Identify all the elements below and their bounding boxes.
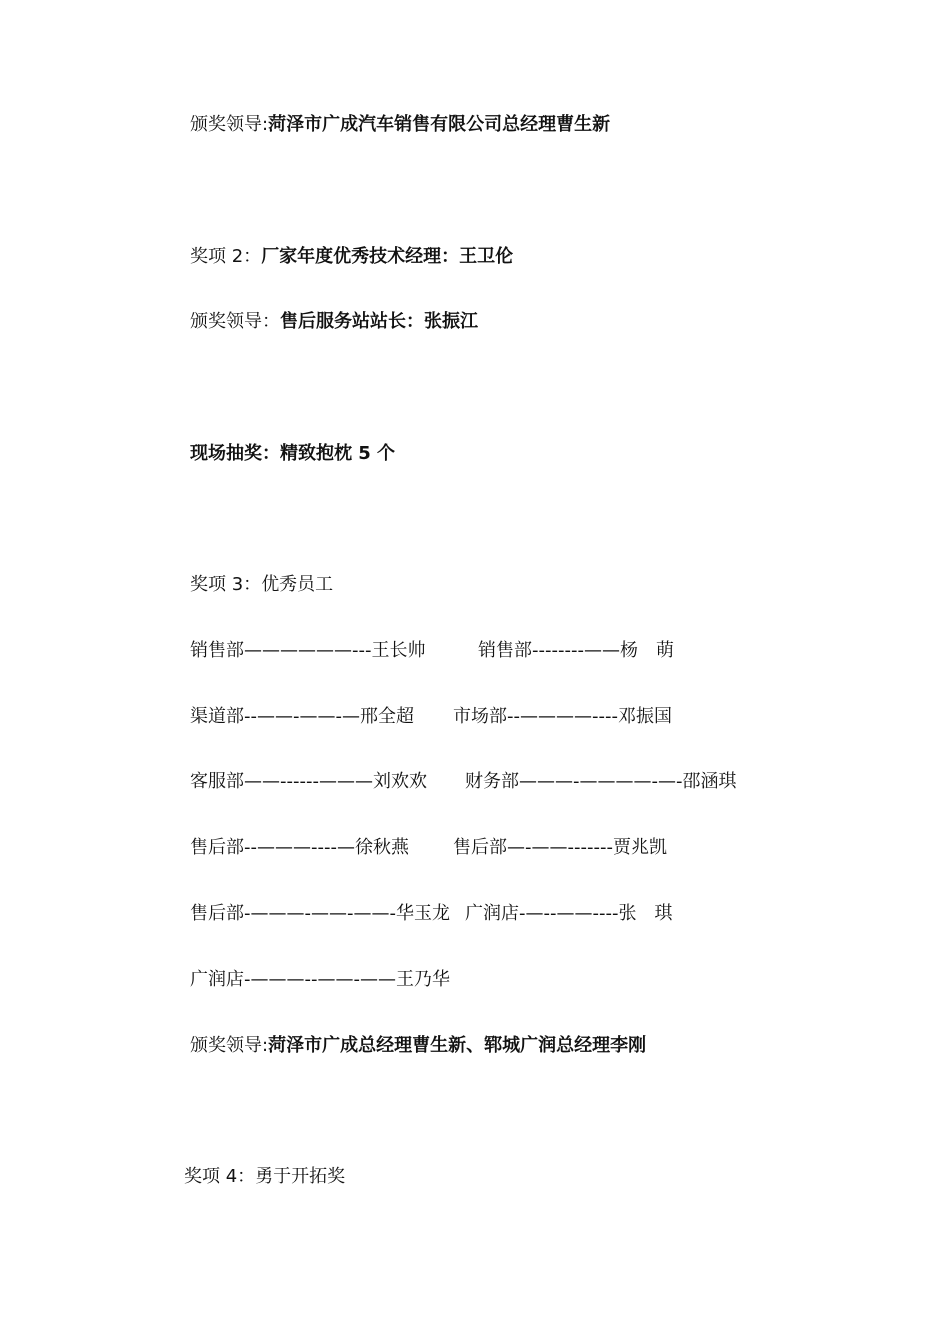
award3-row [190,836,667,860]
award3-row-right: 售后部—-——-------贾兆凯 [453,837,667,858]
award3-row-left: 售后部-———-——-——-华玉龙 [190,903,450,924]
award2-presenter-value: 售后服务站站长：张振江 [280,311,478,332]
award3-presenter-line [190,1034,646,1058]
award2-title: 厂家年度优秀技术经理：王卫伦 [261,246,514,267]
award4-title: 勇于开拓奖 [255,1166,346,1187]
award3-row [190,770,737,794]
award2-label: 奖项 2： [190,246,262,267]
lottery-line: 现场抽奖：精致抱枕 5 个 [190,443,396,464]
award3-row-right: 销售部--------——杨 萌 [478,640,674,661]
award1-presenter-label: 颁奖领导: [190,114,269,135]
award3-presenter-value: 菏泽市广成总经理曹生新、郓城广润总经理李刚 [268,1035,647,1056]
award3-row-left: 渠道部--——-——-—邢全超 [190,706,414,727]
award2-presenter-label: 颁奖领导： [190,311,280,332]
award3-row [190,968,450,992]
award4-heading [184,1165,345,1189]
award3-row-left: 销售部——————---王长帅 [190,640,426,661]
award3-row-left: 广润店-———--——-——王乃华 [190,969,450,990]
award1-presenter-value: 菏泽市广成汽车销售有限公司总经理曹生新 [268,114,611,135]
award3-row [190,902,673,926]
award3-row-right: 市场部--————----邓振国 [453,706,672,727]
award3-row-left: 客服部——------———刘欢欢 [190,771,427,792]
award3-heading [190,573,333,597]
award1-presenter-line [190,113,610,137]
award3-presenter-label: 颁奖领导: [190,1035,269,1056]
award3-label: 奖项 3： [190,574,262,595]
award3-row-right: 广润店-—--——----张 琪 [465,903,673,924]
award3-row-left: 售后部--———----—徐秋燕 [190,837,409,858]
award3-row [190,705,672,729]
award2-presenter-line [190,310,478,334]
award4-label: 奖项 4： [184,1166,256,1187]
award3-row [190,639,674,663]
award2-heading [190,245,513,269]
award3-row-right: 财务部———-————-—-邵涵琪 [465,771,737,792]
award3-title: 优秀员工 [261,574,334,595]
